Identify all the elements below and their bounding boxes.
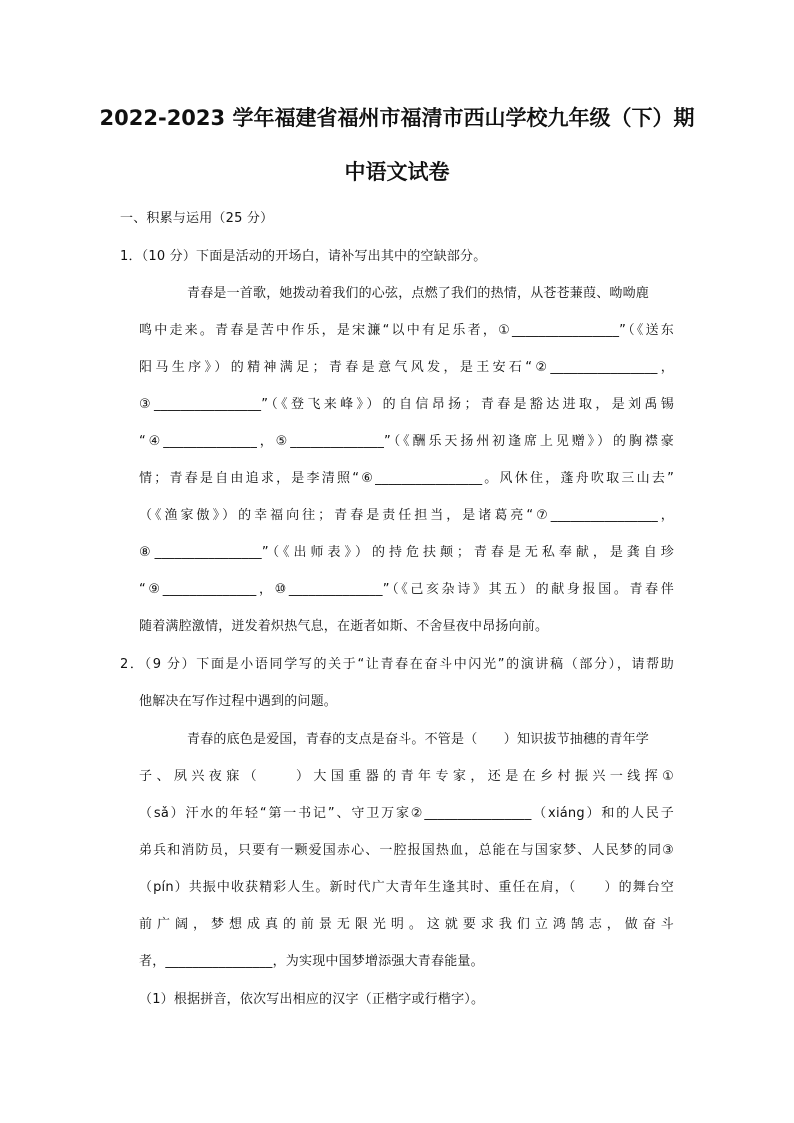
question-2-stem: 2．（9 分）下面是小语同学写的关于“让青春在奋斗中闪光”的演讲稿（部分），请帮助	[120, 657, 674, 672]
question-1-text-line: “④______________，⑤______________”（《酬乐天扬州初逢席上见赠》）的胸襟豪	[139, 434, 674, 449]
question-2-text-line: （sǎ）汗水的年轻“第一书记”、守卫万家②________________（xiáng）和的人民子	[139, 806, 674, 821]
question-2-text-line: 子、夙兴夜寐（ ）大国重器的青年专家，还是在乡村振兴一线挥①	[139, 769, 674, 784]
question-1-text-line: 鸣中走来。青春是苦中作乐，是宋濂“以中有足乐者，①________________”（《送东	[139, 323, 674, 338]
question-2-subquestion-1: （1）根据拼音，依次写出相应的汉字（正楷字或行楷字）。	[139, 992, 485, 1007]
question-2-text-line: 青春的底色是爱国，青春的支点是奋斗。不管是（ ）知识拔节抽穗的青年学	[187, 732, 650, 747]
question-1-text-line: ⑧________________”（《出师表》）的持危扶颠；青春是无私奉献，是龚自珍	[139, 545, 674, 560]
exam-title-line-2: 中语文试卷	[344, 160, 450, 184]
question-2-text-line: 弟兵和消防员，只要有一颗爱国赤心、一腔报国热血，总能在与国家梦、人民梦的同③	[139, 843, 674, 858]
question-1-text-line: 青春是一首歌，她拨动着我们的心弦，点燃了我们的热情，从苍苍蒹葭、呦呦鹿	[187, 286, 650, 301]
question-2-stem-continued: 他解决在写作过程中遇到的问题。	[139, 694, 338, 709]
exam-title-line-1: 2022-2023 学年福建省福州市福清市西山学校九年级（下）期	[99, 106, 695, 130]
question-1-text-line: “⑨______________，⑩______________”（《己亥杂诗》其五）的献身报国。青春伴	[139, 582, 674, 597]
question-1-text-line: （《渔家傲》）的幸福向往；青春是责任担当，是诸葛亮“⑦________________，	[139, 508, 674, 523]
question-1-text-line: 情；青春是自由追求，是李清照“⑥________________。风休住，蓬舟吹取三山去”	[139, 471, 674, 486]
question-1-text-line: 阳马生序》）的精神满足；青春是意气风发，是王安石“②________________，	[139, 360, 674, 375]
question-1-text-line: 随着满腔激情，迸发着炽热气息，在逝者如斯、不舍昼夜中昂扬向前。	[139, 619, 549, 634]
question-1-stem: 1．（10 分）下面是活动的开场白，请补写出其中的空缺部分。	[120, 249, 487, 264]
question-2-text-line: 者，________________，为实现中国梦增添强大青春能量。	[139, 954, 484, 969]
question-2-text-line: （pín）共振中收获精彩人生。新时代广大青年生逢其时、重任在肩，（ ）的舞台空	[139, 880, 674, 895]
section-heading: 一、积累与运用（25 分）	[120, 211, 274, 226]
question-2-text-line: 前广阔，梦想成真的前景无限光明。这就要求我们立鸿鹄志，做奋斗	[139, 917, 674, 932]
question-1-text-line: ③________________”（《登飞来峰》）的自信昂扬；青春是豁达进取，是刘禹锡	[139, 397, 674, 412]
